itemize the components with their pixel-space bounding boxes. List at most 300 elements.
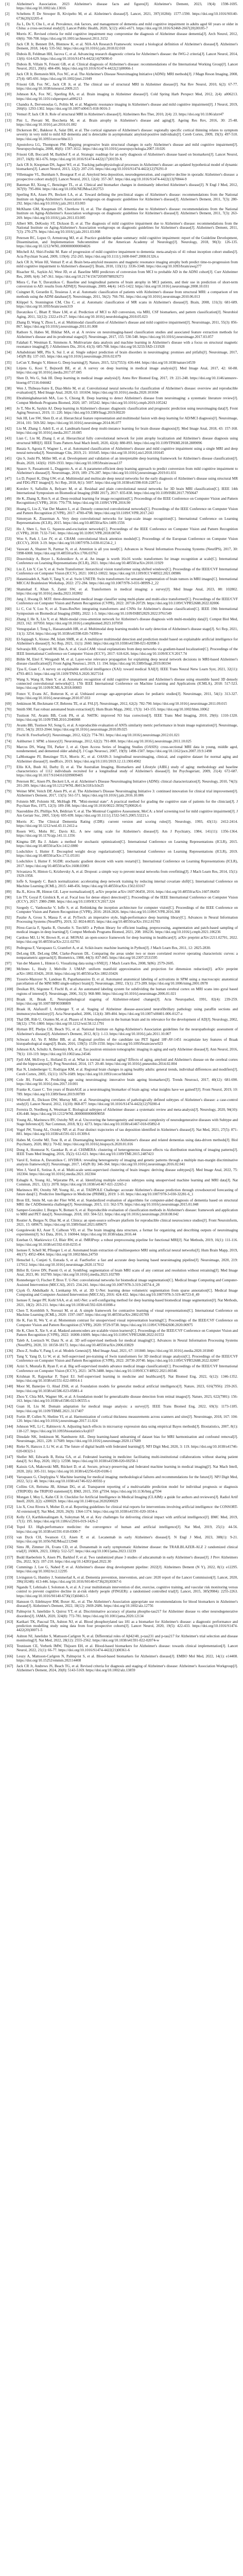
reference-text: Karikari TK, Pascoal TA, Ashton NJ, et al. Blood phosphorylated tau 181 as a biomarker for Alzheimer's disease: a diagnostic performance and prediction modelling study using data from four prospective cohorts[J]. Lancet Neurol, 2020, 19(5): 422-433. https://doi.org/10.1016/S1474-4422(20)30071-5 — [16, 1619, 238, 1633]
reference-number: [48] — [5, 486, 11, 491]
reference-entry — [5, 42, 238, 51]
reference-entry — [5, 2, 238, 11]
reference-number: [112] — [5, 1108, 13, 1112]
reference-number: [108] — [5, 1067, 13, 1072]
reference-number: [38] — [5, 386, 11, 391]
reference-number: [131] — [5, 1298, 13, 1303]
reference-number: [70] — [5, 707, 11, 712]
reference-number: [37] — [5, 376, 11, 381]
reference-text: Samper-González J, Burgos N, Bottani S, et al. Reproducible evaluation of classification methods in Alzheimer's disease: framework and application to MRI and PET data[J]. Neuroimage, 2018, 183: 504-521. https://doi.org/10.1016/j.neuroimage.2018.08.042 — [16, 1208, 238, 1217]
reference-text: Habes M, Grothe MJ, Tunc B, et al. Disentangling heterogeneity in Alzheimer's disease and related dementias using data-driven methods[J]. Biol Psychiatry, 2020, 88(1): 70-82. https://doi.org/10.1016/j.biopsych.2020.01.016 — [16, 1138, 238, 1146]
reference-number: [149] — [5, 1475, 13, 1479]
reference-entry — [5, 436, 238, 445]
reference-entry — [5, 1384, 238, 1393]
reference-number: [21] — [5, 207, 11, 211]
reference-text: Thal DR, Rüb U, Orantes M, et al. Phases of A beta-deposition in the human brain and its relevance for the development of AD[J]. Neurology, 2002, 58(12): 1791-1800. https://doi.org/10.1212/wnl.58.12.1791 — [16, 1017, 238, 1026]
reference-text: Qiu S, Joshi PS, Miller MI, et al. Development and validation of an interpretable deep learning framework for Alzheimer's disease classification[J]. Brain, 2020, 143(6): 1920-1933. https://doi.org/10.1093/brain/awaa137 — [16, 456, 238, 465]
reference-number: [32] — [5, 330, 11, 335]
reference-text: Cuingnet R, Gerardin E, Tessieras J, et al. Automatic classification of patients with Alzheimer's disease from structural MRI: a comparison of ten methods using the ADNI database[J]. Neuroimage, 2011, 56(2): 766-781. https://doi.org/10.1016/j.neuroimage.2010.06.013 — [16, 290, 238, 299]
reference-text: Routier A, Burgos N, Díaz M, et al. Clinica: an open-source software platform for reproducible clinical neuroscience studies[J]. Front Neuroinform, 2021, 15: 689675. https://doi.org/10.3389/fninf.2021.689675 — [16, 1218, 238, 1227]
reference-entry — [5, 987, 238, 996]
reference-text: Davatzikos C, Bhatt P, Shaw LM, et al. Prediction of MCI to AD conversion, via MRI, CSF biomarkers, and pattern classification[J]. Neurobiol Aging, 2011, 32(12): 2322.e19-27. https://doi.org/10.1016/j.neurobiolaging.2010.05.023 — [16, 310, 238, 319]
reference-entry — [5, 497, 238, 505]
reference-text: Chen T, Kornblith S, Norouzi M, et al. A simple framework for contrastive learning of visual representations[C]. International Conference on Machine Learning (ICML), 2020: 1597-1607. https://doi.org/10.48550/arXiv.2002.05709 — [16, 1308, 238, 1317]
reference-entry — [5, 103, 238, 111]
reference-entry — [5, 1138, 238, 1147]
reference-text: Wen J, Thibeau-Sutre E, Diaz-Melo M, et al. Convolutional neural networks for classification of Alzheimer's disease: overview and reproducible evaluation[J]. Med Image Anal, 2020, 63: 101694. https://doi.org/10.1016/j.media.2020.101694 — [16, 386, 238, 395]
reference-number: [75] — [5, 744, 11, 749]
reference-entry — [5, 152, 238, 161]
reference-number: [50] — [5, 506, 11, 511]
reference-entry — [5, 1228, 238, 1237]
reference-text: Moor M, Banerjee O, Abad ZSH, et al. Foundation models for generalist medical artificial intelligence[J]. Nature, 2023, 616(7956): 259-265. https://doi.org/10.1038/s41586-023-05881-4 — [16, 1384, 238, 1393]
reference-number: [25] — [5, 260, 11, 264]
reference-entry — [5, 118, 238, 127]
reference-text: Topol EJ. High-performance medicine: the convergence of human and artificial intelligence[J]. Nat Med, 2019, 25(1): 44-56. https://doi.org/10.1038/s41591-018-0300-7 — [16, 1525, 238, 1534]
reference-entry — [5, 1158, 238, 1167]
reference-text: Tzourio-Mazoyer N, Landeau B, Papathanassiou D, et al. Automated anatomical labeling of activations in SPM using a macroscopic anatomical parcellation of the MNI MRI single-subject brain[J]. Neuroimage, 2002, 15(1): 273-289. https://doi.org/10.1006/nimg.2001.0978 — [16, 977, 238, 986]
reference-text: Petersen RC, Lopez O, Armstrong MJ, et al. Practice guideline update summary: mild cognitive impairment: report of the Guideline Development, Dissemination, and Implementation Subcommittee of the American Academy of Neurology[J]. Neurology, 2018, 90(3): 126-135. https://doi.org/10.1212/WNL.0000000000004826 — [16, 235, 238, 249]
reference-entry — [5, 52, 238, 61]
reference-entry — [5, 341, 238, 349]
reference-number: [98] — [5, 967, 11, 972]
reference-number: [92] — [5, 916, 11, 920]
reference-entry — [5, 1505, 238, 1514]
reference-text: Li C, Cui Y, Luo N, et al. Trans-ResNet: integrating transformers and CNNs for Alzheimer's disease classification[C]. IEEE 19th International Symposium on Biomedical Imaging (ISBI), 2022: 1-5. https://doi.org/10.1109/ISBI52829.2022.9761549 — [16, 607, 238, 616]
reference-number: [87] — [5, 869, 11, 874]
reference-entry — [5, 714, 238, 722]
reference-entry — [5, 527, 238, 536]
reference-number: [152] — [5, 1505, 13, 1510]
reference-text: Pedregosa F, Varoquaux G, Gramfort A, et al. Scikit-learn: machine learning in Python[J]. J Mach Learn Res, 2011, 12: 2825-2830. — [16, 945, 211, 950]
reference-number: [36] — [5, 366, 11, 370]
reference-text: DeLong ER, DeLong DM, Clarke-Pearson DL. Comparing the areas under two or more correlated receiver operating characteristic curves: a nonparametric approach[J]. Biometrics, 1988, 44(3): 837-845. https://doi.org/10.2307/2531595 — [16, 951, 238, 960]
reference-number: [125] — [5, 1238, 13, 1243]
reference-text: Ferreira D, Nordberg A, Westman E. Biological subtypes of Alzheimer disease: a systematic review and meta-analysis[J]. Neurology, 2020, 94(10): 436-448. https://doi.org/10.1212/WNL.0000000000009058 — [16, 1108, 238, 1116]
reference-number: [47] — [5, 477, 11, 481]
reference-entry — [5, 163, 238, 172]
reference-entry — [5, 916, 238, 924]
reference-number: [57] — [5, 577, 11, 582]
reference-entry — [5, 300, 238, 309]
reference-text: Spasov S, Passamonti L, Duggento A, et al. A parameter-efficient deep learning approach to predict conversion from mild cognitive impairment to Alzheimer's disease[J]. Neuroimage, 2019, 189: 276-287. https://doi.org/10.1016/j.neuroimage.2019.01.031 — [16, 466, 238, 475]
reference-entry — [5, 879, 238, 888]
reference-entry — [5, 456, 238, 465]
reference-entry — [5, 1318, 238, 1327]
reference-entry — [5, 32, 238, 41]
reference-text: Dickerson BC, Bakkour A, Salat DH, et al. The cortical signature of Alzheimer's disease: regionally specific cortical thinning relates to symptom severity in very mild to mild AD dementia and is detectable in asymptomatic amyloid-positive individuals[J]. Cereb Cortex, 2009, 19(3): 497-510. https://doi.org/10.1093/cercor/bhn113 — [16, 128, 238, 141]
reference-text: Villemagne VL, Burnham S, Bourgeat P, et al. Amyloid beta deposition, neurodegeneration, and cognitive decline in sporadic Alzheimer's disease: a prospective cohort study[J]. Lancet Neurol, 2013, 12(4): 357-367. https://doi.org/10.1016/S1474-4422(13)70044-9 — [16, 173, 238, 181]
reference-entry — [5, 745, 238, 754]
reference-number: [111] — [5, 1097, 13, 1102]
reference-entry — [5, 447, 238, 455]
reference-entry — [5, 128, 238, 141]
reference-entry — [5, 1654, 238, 1663]
reference-entry — [5, 967, 238, 976]
reference-number: [81] — [5, 809, 11, 814]
reference-number: [93] — [5, 925, 11, 930]
reference-entry — [5, 1525, 238, 1534]
reference-entry — [5, 310, 238, 319]
reference-entry — [5, 906, 238, 914]
reference-text: Cole JH, Franke K. Predicting age using neuroimaging: innovative brain ageing biomarkers[J]. Trends Neurosci, 2017, 40(12): 681-690. https://doi.org/10.1016/j.tins.2017.10.001 — [16, 1077, 238, 1087]
reference-number: [114] — [5, 1128, 13, 1132]
reference-text: Venugopalan J, Tong L, Hassanzadeh HR, et al. Multimodal deep learning models for early detection of Alzheimer's disease stage[J]. Sci Rep, 2021, 11(1): 3254. https://doi.org/10.1038/s41598-020-74399-w — [16, 627, 238, 636]
reference-number: [117] — [5, 1158, 13, 1162]
reference-number: [84] — [5, 839, 11, 844]
reference-text: Apostolova LG, Thompson PM. Mapping progressive brain structural changes in early Alzheimer's disease and mild cognitive impairment[J]. Neuropsychologia, 2008, 46(6): 1597-1612. https://doi.org/10.1016/j.neuropsychologia.2007.10.026 — [16, 142, 238, 151]
reference-entry — [5, 1575, 238, 1584]
reference-text: Kelly CJ, Karthikesalingam A, Suleyman M, et al. Key challenges for delivering clinical impact with artificial intelligence[J]. BMC Med, 2019, 17(1): 195. https://doi.org/10.1186/s12916-019-1426-2 — [16, 1515, 238, 1524]
reference-number: [88] — [5, 879, 11, 884]
reference-text: Lu D, Popuri K, Ding GW, et al. Multimodal and multiscale deep neural networks for the early diagnosis of Alzheimer's disease using structural MR and FDG-PET images[J]. Sci Rep, 2018, 8(1): 5697. https://doi.org/10.1038/s41598-018-22871-z — [16, 477, 238, 485]
reference-entry — [5, 677, 238, 690]
reference-number: [43] — [5, 436, 11, 441]
reference-entry — [5, 1354, 238, 1363]
reference-entry — [5, 1289, 238, 1297]
reference-number: [76] — [5, 755, 11, 759]
reference-text: Dinsdale NK, Jenkinson M, Namburete AIL. Deep learning-based unlearning of dataset bias for MRI harmonisation and confound removal[J]. Neuroimage, 2021, 228: 117689. https://doi.org/10.1016/j.neuroimage.2020.117689 — [16, 1434, 238, 1444]
reference-number: [115] — [5, 1138, 13, 1142]
reference-number: [6] — [5, 52, 10, 57]
reference-entry — [5, 800, 238, 808]
reference-text: Lian C, Liu M, Zhang J, et al. Hierarchical fully convolutional network for joint atrophy localization and Alzheimer's disease diagnosis using structural MRI[J]. IEEE Trans Pattern Anal Mach Intell, 2020, 42(4): 880-893. https://doi.org/10.1109/TPAMI.2018.2889096 — [16, 436, 238, 445]
reference-number: [162] — [5, 1609, 13, 1614]
reference-entry — [5, 92, 238, 101]
reference-entry — [5, 977, 238, 986]
reference-number: [159] — [5, 1575, 13, 1580]
reference-text: Kingma DP, Ba J. Adam: a method for stochastic optimization[C]. International Conference on Learning Representations (ICLR), 2015. https://doi.org/10.48550/arXiv.1412.6980 — [16, 839, 238, 848]
reference-number: [102] — [5, 1007, 13, 1012]
reference-number: [144] — [5, 1425, 13, 1429]
reference-text: Szegedy C, Vanhoucke V, Ioffe S, et al. Rethinking the inception architecture for computer vision[C]. Proceedings of the IEEE Conference on Computer Vision and Pattern Recognition (CVPR), 2016: 2818-2826. https://doi.org/10.1109/CVPR.2016.308 — [16, 905, 238, 914]
reference-entry — [5, 467, 238, 476]
reference-entry — [5, 627, 238, 636]
reference-number: [51] — [5, 517, 11, 521]
reference-text: Korolev S, Safiullin A, Belyaev M, et al. Residual and plain convolutional neural networks for 3D brain MRI classification[C]. IEEE 14th International Symposium on Biomedical Imaging (ISBI 2017), 2017: 835-838. https://doi.org/10.1109/ISBI.2017.7950647 — [16, 486, 238, 495]
reference-text: Isensee F, Schell M, Pflueger I, et al. Automated brain extraction of multisequence MRI using artificial neural networks[J]. Hum Brain Mapp, 2019, 40(17): 4952-4964. https://doi.org/10.1002/hbm.24750 — [16, 1248, 238, 1257]
reference-entry — [5, 1364, 238, 1373]
reference-number: [61] — [5, 617, 11, 621]
reference-text: Albert MS, DeKosky ST, Dickson D, et al. The diagnosis of mild cognitive impairment due to Alzheimer's disease: recommendations from the National Institute on Aging-Alzheimer's Association workgroups on diagnostic guidelines for Alzheimer's disease[J]. Alzheimer's Dement, 2011, 7(3): 270-279. https://doi.org/10.1016/j.jalz.2011.03.008 — [16, 221, 238, 234]
reference-number: [58] — [5, 587, 11, 591]
reference-number: [143] — [5, 1414, 13, 1419]
reference-text: Henschel L, Conjeti S, Estrada S, et al. FastSurfer: a fast and accurate deep learning based neuroimaging pipeline[J]. Neuroimage, 2020, 219: 117012. https://doi.org/10.1016/j.neuroimage.2020.117012 — [16, 1258, 238, 1267]
reference-number: [77] — [5, 765, 11, 769]
reference-entry — [5, 1445, 238, 1453]
reference-entry — [5, 270, 238, 279]
reference-number: [154] — [5, 1525, 13, 1530]
reference-entry — [5, 366, 238, 375]
reference-entry — [5, 72, 238, 81]
reference-entry — [5, 961, 238, 965]
reference-entry — [5, 236, 238, 249]
reference-text: Tustison NJ, Avants BB, Cook PA, et al. N4ITK: improved N3 bias correction[J]. IEEE Trans Med Imaging, 2010, 29(6): 1310-1320. https://doi.org/10.1109/TMI.2010.2046908 — [16, 713, 238, 722]
reference-text: Scheltens P, De Strooper B, Kivipelto M, et al. Alzheimer's disease[J]. Lancet, 2021, 397(10284): 1577-1590. https://doi.org/10.1016/S0140-6736(20)32205-4 — [16, 12, 238, 21]
reference-text: Jenkinson M, Beckmann CF, Behrens TE, et al. FSL[J]. Neuroimage, 2012, 62(2): 782-790. https://doi.org/10.1016/j.neuroimage.2011.09.015 — [16, 702, 227, 706]
reference-text: Jack CR Jr, Wiste HJ, Vemuri P, et al. Brain beta-amyloid measures and magnetic resonance imaging atrophy both predict time-to-progression from mild cognitive impairment to Alzheimer's disease[J]. Brain, 2010, 133(11): 3336-3348. https://doi.org/10.1093/brain/awq277 — [16, 260, 238, 269]
reference-entry — [5, 1404, 238, 1413]
reference-text: Raz N, Lindenberger U, Rodrigue KM, et al. Regional brain changes in aging healthy adults: general trends, individual differences and modifiers[J]. Cereb Cortex, 2005, 15(11): 1676-1689. https://doi.org/10.1093/cercor/bhi044 — [16, 1067, 238, 1076]
reference-number: [80] — [5, 799, 11, 804]
reference-text: Frisoni GB, Boccardi M, Barkhof F, et al. Strategic roadmap for an early diagnosis of Alzheimer's disease based on biomarkers[J]. Lancet Neurol, 2017, 16(8): 661-676. https://doi.org/10.1016/S1474-4422(17)30159-X — [16, 152, 238, 161]
reference-text: Hatamizadeh A, Nath V, Tang Y, et al. Swin UNETR: Swin transformers for semantic segmentation of brain tumors in MRI images[C]. International MICCAI Brainlesion Workshop, 2022: 272-284. https://doi.org/10.1007/978-3-031-08999-2_22 — [16, 577, 238, 586]
reference-entry — [5, 667, 238, 676]
reference-entry — [5, 1415, 238, 1423]
reference-number: [160] — [5, 1585, 13, 1590]
reference-entry — [5, 1664, 238, 1673]
reference-text: Zhou Y, Chia MA, Wagner SK, et al. A foundation model for generalizable disease detection from retinal images[J]. Nature, 2023, 622(7981): 156-163. https://doi.org/10.1038/s41586-023-06555-x — [16, 1394, 238, 1403]
reference-text: Jack CR Jr, Andrews JS, Beach TG, et al. Revised criteria for diagnosis and staging of Alzheimer's disease: Alzheimer's Association Workgroup[J]. Alzheimer's Dement, 2024, 20(8): 5143-5169. https://doi.org/10.1002/alz.13859 — [16, 1664, 238, 1673]
reference-number: [4] — [5, 32, 10, 37]
reference-text: Morris JC. Revised criteria for mild cognitive impairment may compromise the diagnosis of Alzheimer disease dementia[J]. Arch Neurol, 2012, 69(6): 700-708. https://doi.org/10.1001/archneurol.2011.3152 — [16, 32, 238, 41]
reference-text: Klöppel S, Stonnington CM, Chu C, et al. Automatic classification of MR scans in Alzheimer's disease[J]. Brain, 2008, 131(3): 681-689. https://doi.org/10.1093/brain/awm319 — [16, 300, 238, 309]
reference-text: Ebrahimighahnavieh MA, Luo S, Chiong R. Deep learning to detect Alzheimer's disease from neuroimaging: a systematic literature review[J]. Comput Methods Programs Biomed, 2020, 187: 105242. https://doi.org/10.1016/j.cmpb.2019.105242 — [16, 396, 238, 405]
reference-number: [52] — [5, 527, 11, 531]
reference-text: Liu Z, Lin Y, Cao Y, et al. Swin Transformer: hierarchical vision transformer using shifted windows[C]. Proceedings of the IEEE/CVF International Conference on Computer Vision (ICCV), 2021: 10012-10022. https://doi.org/10.1109/ICCV48922.2021.00986 — [16, 567, 238, 575]
reference-entry — [5, 507, 238, 516]
reference-entry — [5, 1329, 238, 1337]
reference-text: Loshchilov I, Hutter F. Decoupled weight decay regularization[C]. International Conference on Learning Representations (ICLR), 2019. https://doi.org/10.48550/arXiv.1711.05101 — [16, 849, 238, 858]
reference-text: Selvaraju RR, Cogswell M, Das A, et al. Grad-CAM: visual explanations from deep networks via gradient-based localization[C]. Proceedings of the IEEE International Conference on Computer Vision (ICCV), 2017: 618-626. https://doi.org/10.1109/ICCV.2017.74 — [16, 647, 238, 656]
reference-entry — [5, 1168, 238, 1177]
reference-text: Arbabshirani MR, Plis S, Sui J, et al. Single subject prediction of brain disorders in neuroimaging: promises and pitfalls[J]. Neuroimage, 2017, 145(Pt B): 137-165. https://doi.org/10.1016/j.neuroimage.2016.02.079 — [16, 350, 238, 359]
reference-entry — [5, 290, 238, 299]
reference-number: [13] — [5, 118, 11, 123]
reference-entry — [5, 1188, 238, 1197]
reference-text: Varoquaux G, Cheplygina V. Machine learning for medical imaging: methodological failures and recommendations for the future[J]. NPJ Digit Med, 2022, 5(1): 48. https://doi.org/10.1038/s41746-022-00592-y — [16, 1475, 238, 1484]
reference-number: [106] — [5, 1047, 13, 1052]
reference-number: [136] — [5, 1348, 13, 1353]
reference-number: [9] — [5, 82, 10, 87]
reference-entry — [5, 779, 238, 788]
reference-entry — [5, 1248, 238, 1257]
reference-number: [120] — [5, 1188, 13, 1193]
reference-text: Ba JL, Kiros JR, Hinton GE. Layer normalization[J]. arXiv preprint arXiv:1607.06450, 2016. https://doi.org/10.48550/arXiv.1607.06450 — [16, 889, 220, 894]
reference-text: Paszke A, Gross S, Massa F, et al. PyTorch: an imperative style, high-performance deep learning library[C]. Advances in Neural Information Processing Systems (NeurIPS), 2019, 32: 8024-8035. https://doi.org/10.48550/arXiv.1912.01703 — [16, 916, 238, 924]
reference-entry — [5, 1018, 238, 1026]
reference-number: [62] — [5, 627, 11, 632]
reference-number: [148] — [5, 1465, 13, 1469]
reference-number: [23] — [5, 235, 11, 240]
reference-text: Morris JC. The Clinical Dementia Rating (CDR): current version and scoring rules[J]. Neurology, 1993, 43(11): 2412-2414. https://doi.org/10.1212/wnl.43.11.2412-a — [16, 819, 238, 828]
reference-number: [126] — [5, 1248, 13, 1252]
reference-number: [24] — [5, 250, 11, 255]
reference-text: Bateman RJ, Xiong C, Benzinger TL, et al. Clinical and biomarker changes in dominantly inherited Alzheimer's disease[J]. N Engl J Med, 2012, 367(9): 795-804. https://doi.org/10.1056/NEJMoa1202753 — [16, 182, 238, 192]
reference-text: Hu J, Shen L, Sun G. Squeeze-and-excitation networks[C]. Proceedings of the IEEE Conference on Computer Vision and Pattern Recognition (CVPR), 2018: 7132-7141. https://doi.org/10.1109/CVPR.2018.00745 — [16, 527, 238, 535]
reference-text: Jang J, Hwang D. M3T: three-dimensional medical image classifier using multi-plane and multi-slice transformer[C]. Proceedings of the IEEE/CVF Conference on Computer Vision and Pattern Recognition (CVPR), 2022: 20718-20729. https://doi.org/10.1109/CVPR52688.2022.02006 — [16, 597, 238, 606]
reference-text: Basaia S, Agosta F, Wagner L, et al. Automated classification of Alzheimer's disease and mild cognitive impairment using a single MRI and deep neural networks[J]. Neuroimage Clin, 2019, 21: 101645. https://doi.org/10.1016/j.nicl.2018.101645 — [16, 446, 238, 455]
reference-text: Fischl B. FreeSurfer[J]. Neuroimage, 2012, 62(2): 774-781. https://doi.org/10.1016/j.neuroimage.2012.01.021 — [16, 733, 180, 738]
reference-number: [17] — [5, 162, 11, 167]
reference-entry — [5, 173, 238, 181]
reference-number: [79] — [5, 789, 11, 794]
reference-entry — [5, 1375, 238, 1383]
reference-number: [150] — [5, 1485, 13, 1489]
reference-number: [147] — [5, 1454, 13, 1459]
reference-text: El-Sappagh S, Alonso JM, Islam SMR, et al. A multilayer multimodal detection and prediction model based on explainable artificial intelligence for Alzheimer's disease[J]. Sci Rep, 2021, 11(1): 2660. https://doi.org/10.1038/s41598-021-82098-3 — [16, 637, 238, 646]
reference-number: [10] — [5, 92, 11, 97]
reference-number: [164] — [5, 1634, 13, 1638]
reference-text: Azizi S, Mustafa B, Ryan F, et al. Big self-supervised models advance medical image classification[C]. Proceedings of the IEEE/CVF International Conference on Computer Vision (ICCV), 2021: 3478-3488. https://doi.org/10.1109/ICCV48922.2021.00346 — [16, 1364, 238, 1373]
reference-text: van Dyck CH, Swanson CJ, Aisen P, et al. Lecanemab in early Alzheimer's disease[J]. N Engl J Med, 2023, 388(1): 9-21. https://doi.org/10.1056/NEJMoa2212948 — [16, 1535, 238, 1544]
reference-number: [56] — [5, 567, 11, 571]
reference-entry — [5, 926, 238, 935]
reference-number: [153] — [5, 1515, 13, 1519]
reference-text: Rieke N, Hancox J, Li W, et al. The future of digital health with federated learning[J]. NPJ Digit Med, 2020, 3: 119. https://doi.org/10.1038/s41746-020-00323-1 — [16, 1445, 238, 1453]
reference-number: [60] — [5, 607, 11, 612]
reference-entry — [5, 62, 238, 71]
reference-entry — [5, 587, 238, 596]
reference-number: [33] — [5, 340, 11, 345]
reference-text: Cummings J, Lee G, Nahed P, et al. Alzheimer's disease drug development pipeline: 2022[J]. Alzheimers Dement (N Y), 2022, 8(1): e12295. https://doi.org/10.1002/trc2.12295 — [16, 1565, 238, 1574]
reference-entry — [5, 739, 238, 743]
reference-entry — [5, 647, 238, 656]
reference-number: [91] — [5, 905, 11, 910]
reference-entry — [5, 1634, 238, 1643]
reference-text: Fjell AM, McEvoy L, Holland D, et al. What is normal in normal aging? Effects of aging, amyloid and Alzheimer's disease on the cerebral cortex and the hippocampus[J]. Prog Neurobiol, 2014, 117: 20-40. https://doi.org/10.1016/j.pneurobio.2014.02.004 — [16, 1057, 238, 1066]
reference-text: Hyman BT, Phelps CH, Beach TG, et al. National Institute on Aging-Alzheimer's Association guidelines for the neuropathologic assessment of Alzheimer's disease[J]. Alzheimer's Dement, 2012, 8(1): 1-13. https://doi.org/10.1016/j.jalz.2011.10.007 — [16, 1027, 238, 1036]
reference-text: Tjoa E, Guan C. A survey on explainable artificial intelligence (XAI): toward medical XAI[J]. IEEE Trans Neural Netw Learn Syst, 2021, 32(11): 4793-4813. https://doi.org/10.1109/TNNLS.2020.3027314 — [16, 667, 238, 676]
reference-entry — [5, 1455, 238, 1464]
reference-entry — [5, 416, 238, 425]
reference-entry — [5, 1208, 238, 1217]
reference-entry — [5, 386, 238, 395]
reference-text: Leuzy A, Mattsson-Carlgren N, Palmqvist S, et al. Blood-based biomarkers for Alzheimer's disease[J]. EMBO Mol Med, 2022, 14(1): e14408. https://doi.org/10.15252/emmm.202114408 — [16, 1654, 238, 1663]
reference-entry — [5, 207, 238, 220]
reference-text: Braak H, Braak E. Neuropathological stageing of Alzheimer-related changes[J]. Acta Neuropathol, 1991, 82(4): 239-259. https://doi.org/10.1007/BF00308809 — [16, 997, 238, 1006]
reference-number: [163] — [5, 1619, 13, 1624]
reference-entry — [5, 1395, 238, 1403]
reference-number: [99] — [5, 977, 11, 981]
reference-text: Ashburner J. SPM: a history[J]. Neuroimage, 2012, 62(2): 791-800. https://doi.org/10.1016/j.neuroimage.2011.10.025 — [16, 739, 192, 743]
reference-text: LaMontagne PJ, Benzinger TLS, Morris JC, et al. OASIS-3: longitudinal neuroimaging, clinical, and cognitive dataset for normal aging and Alzheimer disease[J]. medRxiv, 2019. https://doi.org/10.1101/2019.12.13.19014902 — [16, 755, 238, 764]
reference-entry — [5, 657, 238, 666]
reference-text: Suk HI, Lee SW, Shen D, et al. Hierarchical feature representation and multimodal fusion with deep learning for AD/MCI diagnosis[J]. Neuroimage, 2014, 101: 569-582. https://doi.org/10.1016/j.neuroimage.2014.06.077 — [16, 416, 238, 425]
reference-number: [116] — [5, 1148, 13, 1153]
reference-entry — [5, 1118, 238, 1127]
reference-number: [107] — [5, 1057, 13, 1062]
reference-number: [129] — [5, 1278, 13, 1283]
reference-entry — [5, 1435, 238, 1444]
reference-entry — [5, 1047, 238, 1056]
reference-entry — [5, 765, 238, 778]
reference-number: [128] — [5, 1268, 13, 1273]
reference-text: Isensee F, Jaeger PF, Kohl SAA, et al. nnU-Net: a self-configuring method for deep learning-based biomedical image segmentation[J]. Nat Methods, 2021, 18(2): 203-211. https://doi.org/10.1038/s41592-020-01008-z — [16, 1298, 238, 1307]
reference-number: [3] — [5, 22, 10, 26]
reference-entry — [5, 1198, 238, 1207]
reference-entry — [5, 1349, 238, 1353]
reference-number: [156] — [5, 1545, 13, 1550]
reference-text: Whitwell JL, Dickson DW, Murray ME, et al. Neuroimaging correlates of pathologically defined subtypes of Alzheimer's disease: a case-control study[J]. Lancet Neurol, 2012, 11(10): 868-877. https://doi.org/10.1016/S1474-4422(12)70200-4 — [16, 1097, 238, 1106]
reference-text: Lin TY, Goyal P, Girshick R, et al. Focal loss for dense object detection[C]. Proceedings of the IEEE International Conference on Computer Vision (ICCV), 2017: 2980-2988. https://doi.org/10.1109/ICCV.2017.324 — [16, 895, 238, 904]
reference-number: [65] — [5, 657, 11, 662]
reference-entry — [5, 577, 238, 586]
reference-entry — [5, 1600, 238, 1608]
reference-entry — [5, 607, 238, 616]
reference-entry — [5, 840, 238, 849]
reference-text: Eshaghi A, Young AL, Wijeratne PA, et al. Identifying multiple sclerosis subtypes using unsupervised machine learning and MRI data[J]. Nat Commun, 2021, 12(1): 2078. https://doi.org/10.1038/s41467-021-22265-2 — [16, 1178, 238, 1187]
reference-text: Sheller MJ, Edwards B, Reina GA, et al. Federated learning in medicine: facilitating multi-institutional collaborations without sharing patient data[J]. Sci Rep, 2020, 10(1): 12598. https://doi.org/10.1038/s41598-020-69250-1 — [16, 1454, 238, 1464]
reference-number: [166] — [5, 1654, 13, 1658]
reference-entry — [5, 1555, 238, 1564]
reference-text: Marinescu RV, Oxtoby NP, Young AL, et al. TADPOLE Challenge: accurate Alzheimer's disease prediction through crowdsourced forecasting of future data[C]. Predictive Intelligence in Medicine (PRIME), 2019: 1-10. https://doi.org/10.1007/978-3-030-32281-6_1 — [16, 1188, 238, 1197]
reference-text: Vogel JW, Young AL, Oxtoby NP, et al. Four distinct trajectories of tau deposition identified in Alzheimer's disease[J]. Nat Med, 2021, 27(5): 871-881. https://doi.org/10.1038/s41591-021-01309-6 — [16, 1128, 238, 1137]
reference-number: [54] — [5, 547, 11, 551]
reference-entry — [5, 1148, 238, 1157]
reference-entry — [5, 597, 238, 606]
reference-number: [118] — [5, 1168, 13, 1173]
reference-number: [141] — [5, 1394, 13, 1399]
reference-number: [110] — [5, 1088, 13, 1092]
reference-number: [82] — [5, 819, 11, 824]
reference-entry — [5, 12, 238, 21]
reference-entry — [5, 1038, 238, 1046]
reference-text: Budd Haeberlein S, Aisen PS, Barkhof F, et al. Two randomized phase 3 studies of aducanumab in early Alzheimer's disease[J]. J Prev Alzheimers Dis, 2022, 9(2): 197-210. https://doi.org/10.14283/jpad.2022.30 — [16, 1555, 238, 1564]
reference-text: Jack CR Jr, Bernstein MA, Fox NC, et al. The Alzheimer's Disease Neuroimaging Initiative (ADNI): MRI methods[J]. J Magn Reson Imaging, 2008, 27(4): 685-691. https://doi.org/10.1002/jmri.21049 — [16, 72, 238, 81]
reference-entry — [5, 376, 238, 385]
reference-number: [39] — [5, 396, 11, 401]
reference-number: [49] — [5, 497, 11, 501]
reference-entry — [5, 1609, 238, 1618]
reference-number: [113] — [5, 1117, 13, 1122]
reference-number: [157] — [5, 1555, 13, 1560]
reference-text: Kaissis GA, Makowski MR, Rückert D, et al. Secure, privacy-preserving and federated machine learning in medical imaging[J]. Nat Mach Intell, 2020, 2(6): 305-311. https://doi.org/10.1038/s42256-020-0186-1 — [16, 1465, 238, 1473]
reference-entry — [5, 487, 238, 496]
reference-entry — [5, 692, 238, 701]
reference-text: Schwarz AJ, Yu P, Miller BB, et al. Regional profiles of the candidate tau PET ligand 18F-AV-1451 recapitulate key features of Braak histopathological stages[J]. Brain, 2016, 139(5): 1539-1550. https://doi.org/10.1093/brain/aww023 — [16, 1037, 238, 1046]
reference-entry — [5, 820, 238, 828]
reference-number: [30] — [5, 310, 11, 315]
reference-entry — [5, 143, 238, 151]
reference-entry — [5, 1338, 238, 1347]
reference-number: [41] — [5, 416, 11, 421]
reference-text: Misra C, Fan Y, Davatzikos C. Baseline and longitudinal patterns of brain atrophy in MCI patients, and their use in prediction of short-term conversion to AD: results from ADNI[J]. Neuroimage, 2009, 44(4): 1415-1422. https://doi.org/10.1016/j.neuroimage.2008.10.031 — [16, 280, 238, 289]
reference-entry — [5, 82, 238, 91]
reference-number: [55] — [5, 557, 11, 562]
reference-number: [101] — [5, 997, 13, 1002]
reference-text: Fonov V, Evans AC, Botteron K, et al. Unbiased average age-appropriate atlases for pediatric studies[J]. Neuroimage, 2011, 54(1): 313-327. https://doi.org/10.1016/j.neuroimage.2010.07.033 — [16, 691, 238, 700]
reference-text: Cardoso MJ, Li W, Brown R, et al. MONAI: an open-source framework for deep learning in healthcare[J]. arXiv preprint arXiv:2211.02701, 2022. https://doi.org/10.48550/arXiv.2211.02701 — [16, 936, 238, 944]
reference-entry — [5, 1620, 238, 1633]
reference-text: Pini L, Pievani M, Bocchetta M, et al. Brain atrophy in Alzheimer's disease and aging[J]. Ageing Res Rev, 2016, 30: 25-48. https://doi.org/10.1016/j.arr.2016.01.002 — [16, 118, 238, 127]
reference-text: Zhang J, He X, Liu Y, et al. Multi-modal cross-attention network for Alzheimer's disease diagnosis with multi-modality data[J]. Comput Biol Med, 2023, 162: 107050. https://doi.org/10.1016/j.compbiomed.2023.107050 — [16, 617, 238, 626]
reference-number: [11] — [5, 102, 11, 107]
reference-text: Dubois B, Villain N, Frisoni GB, et al. Clinical diagnosis of Alzheimer's disease: recommendations of the International Working Group[J]. Lancet Neurol, 2021, 20(6): 484-496. https://doi.org/10.1016/S1474-4422(21)00066-1 — [16, 62, 238, 71]
reference-text: Palmqvist S, Janelidze S, Quiroz YT, et al. Discriminative accuracy of plasma phospho-tau217 for Alzheimer disease vs other neurodegenerative disorders[J]. JAMA, 2020, 324(8): 772-781. https://doi.org/10.1001/jama.2020.12134 — [16, 1609, 238, 1618]
reference-text: Rosen WG, Mohs RC, Davis KL. A new rating scale for Alzheimer's disease[J]. Am J Psychiatry, 1984, 141(11): 1356-1364. https://doi.org/10.1176/ajp.141.11.1356 — [16, 829, 238, 838]
reference-text: Risacher SL, Saykin AJ, West JD, et al. Baseline MRI predictors of conversion from MCI to probable AD in the ADNI cohort[J]. Curr Alzheimer Res, 2009, 6(4): 347-361. https://doi.org/10.2174/156720509788929273 — [16, 270, 238, 279]
reference-text: Tang Y, Yang D, Li W, et al. Self-supervised pre-training of Swin transformers for 3D medical image analysis[C]. Proceedings of the IEEE/CVF Conference on Computer Vision and Pattern Recognition (CVPR), 2022: 20730-20740. https://doi.org/10.1109/CVPR52688.2022.02007 — [16, 1354, 238, 1363]
reference-text: Avants BB, Tustison NJ, Song G, et al. A reproducible evaluation of ANTs similarity metric performance in brain image registration[J]. Neuroimage, 2011, 54(3): 2033-2044. https://doi.org/10.1016/j.neuroimage.2010.09.025 — [16, 723, 238, 732]
reference-number: [89] — [5, 889, 11, 894]
reference-entry — [5, 517, 238, 526]
reference-number: [27] — [5, 280, 11, 284]
reference-entry — [5, 870, 238, 878]
reference-text: Johnson KA, Fox NC, Sperling RA, et al. Brain imaging in Alzheimer disease[J]. Cold Spring Harb Perspect Med, 2012, 2(4): a006213. https://doi.org/10.1101/cshperspect.a006213 — [16, 92, 238, 101]
reference-entry — [5, 702, 238, 706]
reference-number: [42] — [5, 426, 11, 431]
reference-text: Bron EE, Smits M, van der Flier WM, et al. Standardized evaluation of algorithms for computer-aided diagnosis of dementia based on structural MRI: the CADDementia challenge[J]. Neuroimage, 2015, 111: 562-579. https://doi.org/10.1016/j.neuroimage.2015.01.048 — [16, 1198, 238, 1207]
reference-text: Gorgolewski KJ, Auer T, Calhoun VD, et al. The brain imaging data structure, a format for organizing and describing outputs of neuroimaging experiments[J]. Sci Data, 2016, 3: 160044. https://doi.org/10.1038/sdata.2016.44 — [16, 1228, 238, 1237]
reference-text: Dong A, Honnorat N, Gaonkar B, et al. CHIMERA: clustering of heterogeneous disease effects via distribution matching of imaging patterns[J]. IEEE Trans Med Imaging, 2016, 35(2): 612-621. https://doi.org/10.1109/TMI.2015.2487423 — [16, 1148, 238, 1157]
reference-number: [74] — [5, 739, 11, 743]
reference-text: Wang S, Wang H, Shen Y, et al. Automatic recognition of mild cognitive impairment and Alzheimer's disease using ensemble based 3D densely connected convolutional networks[C]. 17th IEEE International Conference on Machine Learning and Applications (ICMLA), 2018: 517-523. https://doi.org/10.1109/ICMLA.2018.00083 — [16, 677, 238, 690]
reference-text: Nasreddine ZS, Phillips NA, Bédirian V, et al. The Montreal Cognitive Assessment, MoCA: a brief screening tool for mild cognitive impairment[J]. J Am Geriatr Soc, 2005, 53(4): 695-699. https://doi.org/10.1111/j.1532-5415.2005.53221.x — [16, 809, 238, 818]
reference-text: LeCun Y, Bengio Y, Hinton G. Deep learning[J]. Nature, 2015, 521(7553): 436-444. https://doi.org/10.1038/nature14539 — [16, 360, 196, 365]
reference-text: Jack CR Jr, Knopman DS, Jagust WJ, et al. Tracking pathophysiological processes in Alzheimer's disease: an updated hypothetical model of dynamic biomarkers[J]. Lancet Neurol, 2013, 12(2): 207-216. https://doi.org/10.1016/S1474-4422(12)70291-0 — [16, 162, 238, 172]
reference-number: [138] — [5, 1364, 13, 1369]
